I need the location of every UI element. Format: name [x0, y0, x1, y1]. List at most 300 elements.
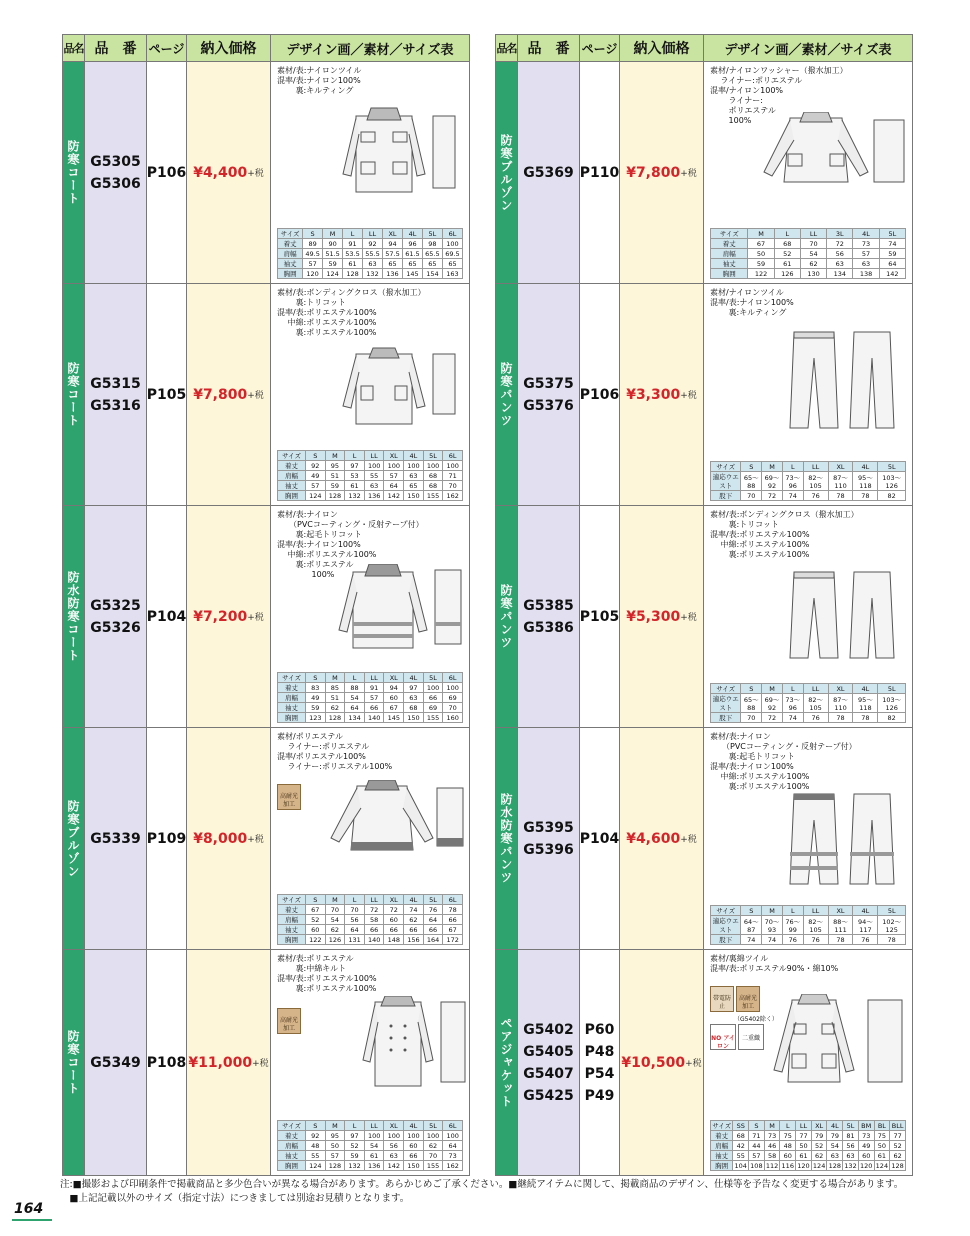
size-cell: 60: [305, 925, 325, 935]
size-row-label: 肩幅: [278, 249, 303, 259]
design-cell: [704, 506, 912, 727]
size-table: [710, 1120, 906, 1171]
size-header-cell: S: [303, 229, 323, 239]
size-header-cell: 5L: [423, 673, 443, 683]
product-code: G5375: [523, 375, 574, 392]
size-cell: 96: [402, 239, 422, 249]
double-weave-badge: 二重織: [738, 1024, 764, 1050]
category-label: 防寒パンツ: [496, 284, 518, 505]
size-row-label: 適応ウエスト: [711, 472, 741, 491]
size-header-cell: 5L: [843, 1121, 859, 1131]
design-cell: [271, 506, 469, 727]
header-code: 品 番: [518, 35, 580, 61]
size-row-label: 肩幅: [278, 693, 306, 703]
size-header-cell: S: [741, 906, 762, 916]
size-row-label: 胸囲: [278, 491, 306, 501]
price: ¥7,800: [193, 386, 248, 403]
page-ref: P109: [147, 728, 187, 949]
size-cell: 64: [384, 481, 404, 491]
size-row-label: 着丈: [711, 1131, 733, 1141]
page-ref: P106: [579, 386, 620, 403]
size-cell: 54: [364, 1141, 384, 1151]
size-cell: 164: [423, 935, 443, 945]
size-header-cell: サイズ: [711, 906, 741, 916]
size-cell: 148: [384, 935, 404, 945]
size-cell: 155: [423, 1161, 443, 1171]
size-header-cell: サイズ: [278, 229, 303, 239]
size-cell: 65: [442, 259, 462, 269]
size-cell: 150: [404, 713, 424, 723]
header-price: 納入価格: [620, 35, 704, 61]
size-header-cell: 4L: [404, 673, 424, 683]
size-cell: 73～96: [782, 694, 803, 713]
size-cell: 163: [442, 269, 462, 279]
size-cell: 59: [325, 481, 345, 491]
size-cell: 78: [878, 935, 906, 945]
feature-badge: 高耐光加工: [277, 1008, 301, 1034]
size-cell: 142: [879, 269, 905, 279]
coat-illustration: [341, 104, 461, 194]
material-text: 素材/裏綿ツイル 混率/表:ポリエステル90%・綿10%: [710, 954, 839, 973]
size-row: [278, 925, 463, 935]
size-row: [278, 249, 463, 259]
size-header-cell: XL: [828, 462, 853, 472]
size-cell: 62: [811, 1151, 827, 1161]
size-cell: 156: [404, 935, 424, 945]
size-header-cell: サイズ: [711, 462, 741, 472]
size-row: [278, 1151, 463, 1161]
size-cell: 50: [748, 249, 774, 259]
size-cell: 140: [364, 713, 384, 723]
size-cell: 138: [853, 269, 879, 279]
size-header-row: [711, 462, 906, 472]
size-cell: 124: [812, 1161, 826, 1170]
blouson-illustration: [327, 780, 467, 856]
size-row: [278, 259, 463, 269]
size-row-label: 肩幅: [711, 249, 748, 259]
size-header-cell: M: [325, 451, 345, 461]
size-cell: 145: [402, 269, 422, 279]
size-cell: 77: [890, 1131, 906, 1141]
size-cell: 78: [828, 491, 853, 501]
size-cell: 68: [423, 481, 443, 491]
size-cell: 78: [853, 713, 878, 723]
size-cell: 100: [423, 461, 443, 471]
size-header-cell: M: [762, 906, 783, 916]
size-header-cell: LL: [364, 673, 384, 683]
tax-label: +税: [247, 613, 264, 623]
size-cell: 63: [384, 1151, 404, 1161]
size-header-cell: XL: [828, 684, 853, 694]
size-header-cell: LL: [364, 1121, 384, 1131]
page-refs: [580, 62, 620, 283]
size-cell: 61: [345, 481, 365, 491]
size-cell: 82: [878, 713, 906, 723]
product-code: G5405: [523, 1043, 574, 1060]
size-cell: 100: [442, 239, 462, 249]
size-cell: 70: [325, 905, 345, 915]
antistatic-badge: 帯電防止: [710, 986, 734, 1012]
product-row: [63, 284, 469, 506]
blouson-illustration: [760, 112, 910, 190]
size-row-label: 袖丈: [278, 481, 306, 491]
size-row-label: 胸囲: [278, 1161, 306, 1171]
header-design: デザイン画／素材／サイズ表: [724, 42, 892, 58]
size-header-cell: M: [748, 229, 774, 239]
size-cell: 128: [325, 713, 345, 723]
size-cell: 57: [325, 1151, 345, 1161]
size-cell: 61: [774, 259, 800, 269]
size-row: [711, 1161, 906, 1171]
size-cell: 51.5: [323, 249, 343, 259]
price: ¥4,400: [193, 164, 248, 181]
size-header-cell: 4L: [853, 229, 879, 239]
size-cell: 51: [325, 693, 345, 703]
size-header-cell: L: [782, 684, 803, 694]
size-cell: 60: [858, 1151, 874, 1161]
size-header-cell: 4L: [853, 684, 878, 694]
size-cell: 60: [384, 915, 404, 925]
category-label: 防寒パンツ: [496, 506, 518, 727]
size-cell: 68: [733, 1131, 749, 1141]
size-header-cell: S: [305, 895, 325, 905]
design-cell: [271, 62, 469, 283]
page-ref: P104: [579, 830, 620, 847]
price-cell: [620, 950, 704, 1175]
size-cell: 100: [364, 461, 384, 471]
size-cell: 112: [765, 1161, 779, 1170]
design-cell: [271, 728, 469, 949]
price: ¥7,800: [626, 164, 681, 181]
size-cell: 131: [345, 935, 365, 945]
size-table: [710, 683, 906, 723]
header-category: 品名: [496, 35, 518, 61]
size-cell: 60: [404, 1141, 424, 1151]
price: ¥4,600: [626, 830, 681, 847]
header-page: ページ: [580, 35, 620, 61]
product-codes: [85, 506, 147, 727]
category-label: 防寒ブルゾン: [496, 62, 518, 283]
size-cell: 71: [443, 471, 463, 481]
size-cell: 85: [325, 683, 345, 693]
size-cell: 128: [891, 1161, 904, 1170]
size-cell: 75: [780, 1131, 796, 1141]
size-cell: 59: [345, 1151, 365, 1161]
size-cell: 100: [404, 1131, 424, 1141]
size-row-label: 袖丈: [278, 925, 306, 935]
size-cell: 66: [404, 1151, 424, 1161]
price: ¥11,000: [188, 1054, 253, 1071]
material-text: 素材/表:ボンディングクロス（撥水加工） 裏:トリコット 混率/表:ポリエステル100% 中綿:ポリエステル100% 裏:ポリエステル100%: [277, 288, 426, 337]
size-cell: 71: [749, 1131, 765, 1141]
price-cell: [187, 950, 271, 1175]
size-row-label: 着丈: [278, 239, 303, 249]
size-header-cell: 4L: [853, 906, 878, 916]
size-cell: 172: [443, 935, 463, 945]
size-cell: 88: [345, 683, 365, 693]
size-header-cell: S: [305, 451, 325, 461]
size-header-cell: XL: [384, 673, 404, 683]
size-cell: 55.5: [363, 249, 383, 259]
design-cell: [704, 950, 912, 1175]
size-row-label: 着丈: [278, 683, 306, 693]
product-code: G5395: [523, 819, 574, 836]
product-code: G5386: [523, 619, 574, 636]
size-cell: 130: [800, 269, 826, 279]
size-cell: 55: [305, 1151, 325, 1161]
size-cell: 79: [827, 1131, 843, 1141]
size-header-cell: 6L: [443, 895, 463, 905]
size-cell: 145: [384, 713, 404, 723]
product-row: [496, 506, 912, 728]
size-cell: 69: [443, 693, 463, 703]
size-cell: 87～110: [828, 694, 853, 713]
size-cell: 100: [384, 1131, 404, 1141]
material-text: 素材/表:ナイロン （PVCコーティング・反射テープ付） 裏:起毛トリコット 混率/表:ナイロン100% 中綿:ポリエステル100% 裏:ポリエステル 100%: [277, 510, 424, 579]
size-row: [278, 1161, 463, 1171]
size-cell: 65: [404, 481, 424, 491]
size-row: [278, 703, 463, 713]
size-header-row: [278, 895, 463, 905]
size-cell: 150: [404, 1161, 424, 1171]
size-cell: 100: [364, 1131, 384, 1141]
size-row: [711, 1141, 906, 1151]
tax-label: +税: [252, 1059, 269, 1069]
size-row: [711, 916, 906, 935]
size-header-cell: サイズ: [278, 673, 306, 683]
page-ref: P105: [579, 608, 620, 625]
size-cell: 63: [827, 259, 853, 269]
size-header-cell: M: [764, 1121, 780, 1131]
size-cell: 64～87: [741, 916, 762, 935]
size-cell: 66: [404, 925, 424, 935]
size-cell: 52: [305, 915, 325, 925]
size-cell: 74: [879, 239, 905, 249]
size-row: [278, 481, 463, 491]
size-cell: 62: [325, 925, 345, 935]
size-header-cell: XL: [384, 451, 404, 461]
size-cell: 150: [404, 491, 424, 501]
header-code: 品 番: [85, 35, 147, 61]
size-cell: 124: [875, 1161, 889, 1170]
size-header-cell: 4L: [404, 1121, 424, 1131]
size-header-cell: 4L: [402, 229, 422, 239]
size-cell: 67: [384, 703, 404, 713]
size-cell: 52: [345, 1141, 365, 1151]
size-cell: 62: [423, 1141, 443, 1151]
page-refs: [580, 506, 620, 727]
size-cell: 87～110: [828, 472, 853, 491]
size-row: [278, 239, 463, 249]
page-number-underline: [12, 1219, 52, 1221]
size-cell: 65～88: [741, 694, 762, 713]
size-row: [278, 471, 463, 481]
size-cell: 78: [443, 905, 463, 915]
size-row: [711, 249, 906, 259]
size-header-cell: 5L: [879, 229, 905, 239]
size-row-label: 胸囲: [711, 269, 748, 279]
size-row-label: 股下: [711, 491, 741, 501]
size-header-cell: L: [345, 451, 365, 461]
price-cell: [187, 284, 271, 505]
size-header-row: [711, 1121, 906, 1131]
size-header-cell: 6L: [443, 451, 463, 461]
size-header-cell: BL: [874, 1121, 890, 1131]
size-cell: 70: [741, 713, 762, 723]
size-cell: 76～99: [782, 916, 803, 935]
size-cell: 76: [803, 491, 828, 501]
size-cell: 65.5: [422, 249, 442, 259]
size-row: [278, 269, 463, 279]
size-cell: 132: [363, 269, 383, 279]
product-row: [496, 284, 912, 506]
size-table: [710, 461, 906, 501]
price-cell: [620, 62, 704, 283]
table-header: [63, 35, 469, 62]
size-cell: 61: [343, 259, 363, 269]
size-cell: 76: [853, 935, 878, 945]
size-cell: 104: [734, 1161, 747, 1170]
size-cell: 59: [323, 259, 343, 269]
size-row-label: 胸囲: [278, 269, 303, 279]
size-cell: 65～88: [741, 472, 762, 491]
page-ref: P49: [584, 1087, 615, 1104]
header-page: ページ: [147, 35, 187, 61]
left-product-table: [62, 34, 470, 1176]
size-header-row: [278, 673, 463, 683]
size-cell: 66: [423, 925, 443, 935]
size-cell: 63: [404, 471, 424, 481]
size-header-cell: 3L: [827, 229, 853, 239]
feature-badge: 高耐光加工: [277, 784, 301, 810]
size-cell: 132: [345, 1161, 365, 1171]
size-cell: 128: [828, 1161, 842, 1170]
size-header-cell: LL: [803, 462, 828, 472]
size-cell: 56: [843, 1141, 859, 1151]
size-cell: 50: [874, 1141, 890, 1151]
size-header-cell: 5L: [423, 1121, 443, 1131]
size-row: [278, 491, 463, 501]
product-row: [63, 728, 469, 950]
size-cell: 76: [803, 935, 828, 945]
size-cell: 102～125: [878, 916, 906, 935]
size-table: [710, 905, 906, 945]
size-cell: 46: [764, 1141, 780, 1151]
header-price: 納入価格: [187, 35, 271, 61]
size-cell: 97: [345, 1131, 365, 1141]
size-cell: 57: [305, 481, 325, 491]
size-row: [711, 259, 906, 269]
size-cell: 78: [828, 935, 853, 945]
size-cell: 73: [764, 1131, 780, 1141]
size-cell: 64: [345, 925, 365, 935]
size-header-cell: L: [780, 1121, 796, 1131]
tax-label: +税: [247, 391, 264, 401]
size-row: [278, 1141, 463, 1151]
product-code: G5396: [523, 841, 574, 858]
size-cell: 122: [305, 935, 325, 945]
category-label: ペアジャケット: [496, 950, 518, 1175]
material-text: 素材/表:ボンディングクロス（撥水加工） 裏:トリコット 混率/表:ポリエステル100% 中綿:ポリエステル100% 裏:ポリエステル100%: [710, 510, 859, 559]
size-cell: 48: [780, 1141, 796, 1151]
size-cell: 100: [384, 461, 404, 471]
coat-illustration: [341, 346, 461, 426]
size-row-label: 袖丈: [711, 1151, 733, 1161]
size-cell: 76: [423, 905, 443, 915]
product-codes: [518, 506, 580, 727]
size-cell: 63: [843, 1151, 859, 1161]
size-cell: 49.5: [303, 249, 323, 259]
size-cell: 62: [890, 1151, 906, 1161]
size-cell: 94～117: [853, 916, 878, 935]
product-codes: [85, 62, 147, 283]
size-cell: 66: [384, 925, 404, 935]
size-cell: 72: [384, 905, 404, 915]
page-ref: P48: [584, 1043, 615, 1060]
size-cell: 128: [325, 1161, 345, 1171]
size-cell: 74: [782, 491, 803, 501]
size-cell: 128: [343, 269, 363, 279]
size-cell: 63: [827, 1151, 843, 1161]
size-row-label: 胸囲: [711, 1161, 733, 1171]
size-cell: 60: [780, 1151, 796, 1161]
design-cell: [271, 950, 469, 1175]
size-header-cell: SS: [733, 1121, 749, 1131]
size-row-label: 肩幅: [278, 915, 306, 925]
size-cell: 65: [422, 259, 442, 269]
size-cell: 63: [364, 481, 384, 491]
size-row-label: 胸囲: [278, 713, 306, 723]
size-cell: 83: [305, 683, 325, 693]
size-cell: 116: [781, 1161, 794, 1170]
size-cell: 136: [364, 491, 384, 501]
size-header-cell: サイズ: [712, 1122, 732, 1130]
size-header-cell: LL: [800, 229, 826, 239]
table-header: [496, 35, 912, 62]
footer-note: ■上記記載以外のサイズ（指定寸法）につきましては別途お見積りとなります。: [60, 1193, 410, 1204]
size-cell: 54: [325, 915, 345, 925]
product-code: G5349: [90, 1054, 141, 1071]
product-code: G5425: [523, 1087, 574, 1104]
size-cell: 126: [774, 269, 800, 279]
size-cell: 68: [404, 703, 424, 713]
size-cell: 70: [345, 905, 365, 915]
size-cell: 134: [827, 269, 853, 279]
size-cell: 54: [827, 1141, 843, 1151]
size-header-cell: 5L: [878, 462, 906, 472]
page-ref: P110: [579, 164, 620, 181]
size-cell: 50: [325, 1141, 345, 1151]
tax-label: +税: [680, 169, 697, 179]
material-text: 素材/表:ナイロン （PVCコーティング・反射テープ付） 裏:起毛トリコット 混率/表:ナイロン100% 中綿:ポリエステル100% 裏:ポリエステル100%: [710, 732, 857, 791]
size-row-label: 肩幅: [278, 1141, 306, 1151]
size-table: [277, 450, 463, 501]
size-cell: 120: [303, 269, 323, 279]
coat-illustration: [337, 564, 467, 652]
feature-badge: 高耐光加工: [736, 986, 760, 1012]
material-text: 素材/ポリエステル ライナー:ポリエステル 混率/ポリエステル100% ライナー:ポリエステル100%: [277, 732, 393, 771]
size-cell: 65: [383, 259, 403, 269]
size-cell: 92: [305, 1131, 325, 1141]
right-product-table: [495, 34, 913, 1176]
size-cell: 62: [800, 259, 826, 269]
size-cell: 49: [305, 471, 325, 481]
size-cell: 76: [803, 713, 828, 723]
size-header-cell: 5L: [878, 684, 906, 694]
size-cell: 63: [404, 693, 424, 703]
size-header-cell: サイズ: [711, 684, 741, 694]
size-header-cell: XL: [811, 1121, 827, 1131]
